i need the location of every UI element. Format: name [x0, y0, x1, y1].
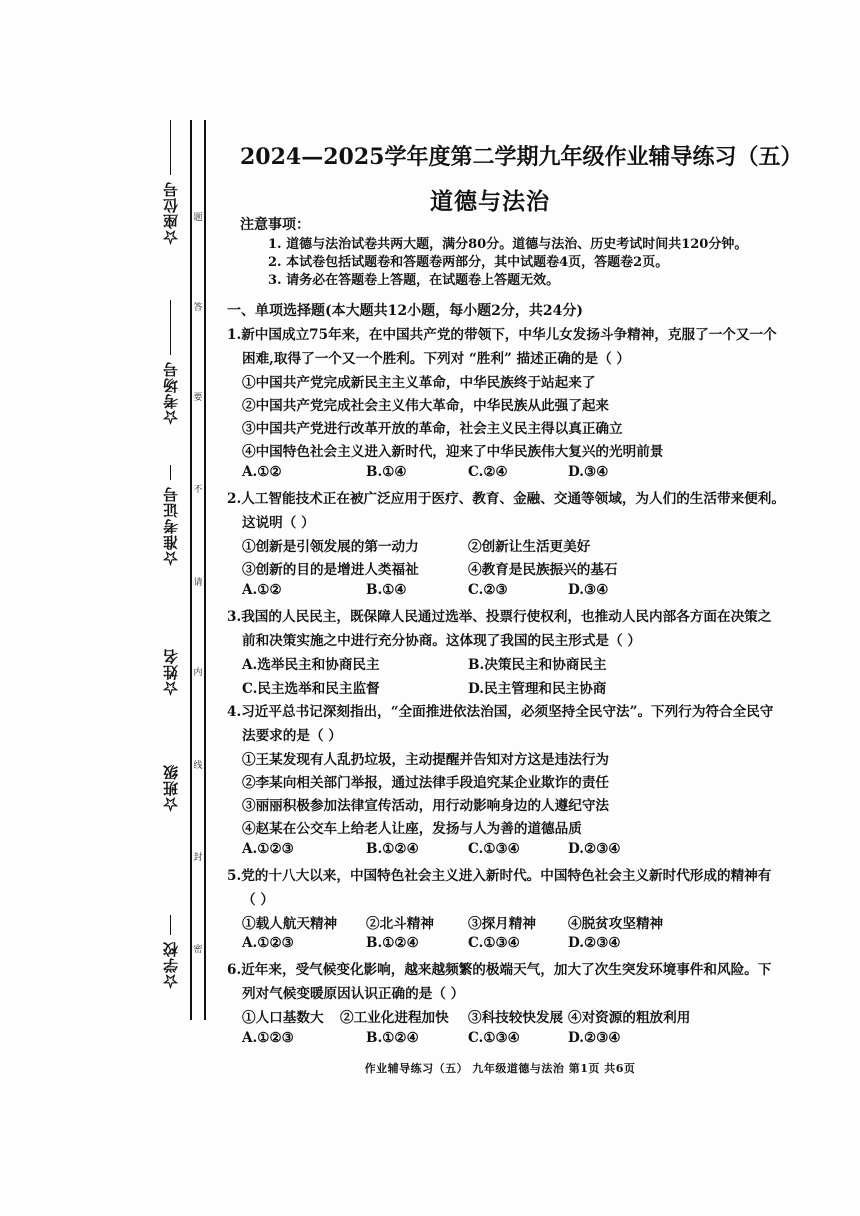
seal-char: 要	[193, 393, 203, 403]
question-2-item: ①创新是引领发展的第一动力	[242, 539, 419, 555]
question-1-item: ④中国特色社会主义进入新时代，迎来了中华民族伟大复兴的光明前景	[242, 444, 664, 460]
question-2-choice-a[interactable]: A.①②	[242, 582, 282, 598]
school-field	[150, 915, 190, 989]
notice-item: 3. 请务必在答题卷上答题，在试题卷上答题无效。	[268, 273, 560, 288]
question-5-item: ③探月精神	[468, 916, 536, 932]
question-5-choice-d[interactable]: D.②③④	[568, 935, 621, 951]
question-6-stem: 6.近年来，受气候变化影响，越来越频繁的极端天气，加大了次生突发环境事件和风险。下	[227, 962, 772, 978]
question-2-item: ④教育是民族振兴的基石	[468, 562, 618, 578]
question-1-choice-a[interactable]: A.①②	[242, 464, 282, 480]
question-4-choice-c[interactable]: C.①③④	[468, 841, 520, 857]
notice-item: 1. 道德与法治试卷共两大题，满分80分。道德与法治、历史考试时间共120分钟。	[268, 237, 748, 252]
question-2-item: ②创新让生活更美好	[468, 539, 591, 555]
question-2-stem-cont: 这说明（ ）	[242, 515, 315, 531]
seal-char: 内	[193, 668, 203, 678]
question-2-item: ③创新的目的是增进人类福祉	[242, 562, 419, 578]
question-2-choice-d[interactable]: D.③④	[568, 582, 609, 598]
seal-char: 封	[193, 853, 203, 863]
school-label: ☆学校	[161, 941, 180, 989]
question-3-choice-b[interactable]: B.决策民主和协商民主	[468, 657, 607, 673]
seal-char: 线	[193, 761, 203, 771]
question-5-item: ②北斗精神	[366, 916, 434, 932]
question-6-choice-d[interactable]: D.②③④	[568, 1030, 621, 1046]
question-3-choice-d[interactable]: D.民主管理和民主协商	[468, 681, 607, 697]
question-1-stem: 1.新中国成立75年来，在中国共产党的带领下，中华儿女发扬斗争精神，克服了一个又一个	[227, 327, 777, 343]
name-field	[150, 648, 190, 696]
seal-char: 密	[193, 945, 203, 955]
question-4-item: ③丽丽积极参加法律宣传活动，用行动影响身边的人遵纪守法	[242, 798, 610, 814]
binding-line-outer	[190, 120, 192, 1020]
name-label: ☆姓名	[161, 648, 180, 696]
question-1-choice-b[interactable]: B.①④	[366, 464, 407, 480]
question-5-choice-c[interactable]: C.①③④	[468, 935, 520, 951]
question-6-item: ①人口基数大	[242, 1010, 324, 1026]
question-6-choice-a[interactable]: A.①②③	[242, 1030, 294, 1046]
question-5-item: ④脱贫攻坚精神	[568, 916, 664, 932]
question-6-choice-b[interactable]: B.①②④	[366, 1030, 419, 1046]
question-2-stem: 2.人工智能技术正在被广泛应用于医疗、教育、金融、交通等领域，为人们的生活带来便利。	[227, 491, 785, 507]
subject-title: 道德与法治	[430, 188, 550, 215]
question-3-stem: 3.我国的人民民主，既保障人民通过选举、投票行使权利，也推动人民内部各方面在决策之	[227, 609, 772, 625]
question-5-choice-b[interactable]: B.①②④	[366, 935, 419, 951]
class-label: ☆班级	[161, 764, 180, 812]
exam-room-label: ☆考场号	[161, 361, 180, 425]
page-footer: 作业辅导练习（五） 九年级道德与法治 第1页 共6页	[364, 1062, 636, 1075]
question-4-item: ②李某向相关部门举报，通过法律手段追究某企业欺诈的责任	[242, 775, 610, 791]
question-4-choice-a[interactable]: A.①②③	[242, 841, 294, 857]
seal-char: 题	[193, 213, 203, 223]
seal-char: 请	[193, 578, 203, 588]
admission-number-label: ☆准考证号	[161, 486, 180, 566]
question-6-item: ③科技较快发展	[468, 1010, 564, 1026]
question-1-choice-c[interactable]: C.②④	[468, 464, 508, 480]
question-5-stem-cont: （ ）	[242, 892, 274, 908]
question-3-choice-c[interactable]: C.民主选举和民主监督	[242, 681, 380, 697]
admission-number-field	[150, 465, 190, 566]
question-5-item: ①载人航天精神	[242, 916, 338, 932]
question-4-choice-d[interactable]: D.②③④	[568, 841, 621, 857]
question-1-stem-cont: 困难,取得了一个又一个胜利。下列对 “胜利” 描述正确的是（ ）	[242, 351, 631, 367]
question-1-item: ③中国共产党进行改革开放的革命，社会主义民主得以真正确立	[242, 421, 623, 437]
question-6-choice-c[interactable]: C.①③④	[468, 1030, 520, 1046]
seal-char: 不	[193, 485, 203, 495]
notice-item: 2. 本试卷包括试题卷和答题卷两部分，其中试题卷4页，答题卷2页。	[268, 255, 669, 270]
seat-number-field	[150, 120, 190, 245]
seat-number-label: ☆座位号	[161, 181, 180, 245]
question-6-item: ②工业化进程加快	[340, 1010, 449, 1026]
question-4-choice-b[interactable]: B.①②④	[366, 841, 419, 857]
question-3-stem-cont: 前和决策实施之中进行充分协商。这体现了我国的民主形式是（ ）	[242, 633, 641, 649]
question-5-choice-a[interactable]: A.①②③	[242, 935, 294, 951]
question-4-item: ①王某发现有人乱扔垃圾，主动提醒并告知对方这是违法行为	[242, 752, 610, 768]
question-6-item: ④对资源的粗放利用	[568, 1010, 691, 1026]
question-2-choice-b[interactable]: B.①④	[366, 582, 407, 598]
question-1-item: ①中国共产党完成新民主主义革命，中华民族终于站起来了	[242, 375, 596, 391]
seal-char: 答	[193, 303, 203, 313]
exam-room-field	[150, 300, 190, 425]
question-1-item: ②中国共产党完成社会主义伟大革命，中华民族从此强了起来	[242, 398, 610, 414]
question-6-stem-cont: 列对气候变暖原因认识正确的是（ ）	[242, 986, 465, 1002]
question-5-stem: 5.党的十八大以来，中国特色社会主义进入新时代。中国特色社会主义新时代形成的精神有	[227, 868, 772, 884]
question-3-choice-a[interactable]: A.选举民主和协商民主	[242, 657, 380, 673]
question-1-choice-d[interactable]: D.③④	[568, 464, 609, 480]
question-2-choice-c[interactable]: C.②③	[468, 582, 508, 598]
exam-title: 2024—2025学年度第二学期九年级作业辅导练习（五）	[240, 144, 803, 170]
question-4-item: ④赵某在公交车上给老人让座，发扬与人为善的道德品质	[242, 821, 582, 837]
section-title: 一、单项选择题(本大题共12小题，每小题2分，共24分)	[227, 303, 583, 319]
question-4-stem-cont: 法要求的是（ ）	[242, 728, 342, 744]
notice-heading: 注意事项：	[240, 217, 310, 233]
binding-line-inner	[204, 120, 206, 1020]
class-field	[150, 758, 190, 812]
question-4-stem: 4.习近平总书记深刻指出，“全面推进依法治国，必须坚持全民守法”。下列行为符合全民守	[227, 704, 774, 720]
